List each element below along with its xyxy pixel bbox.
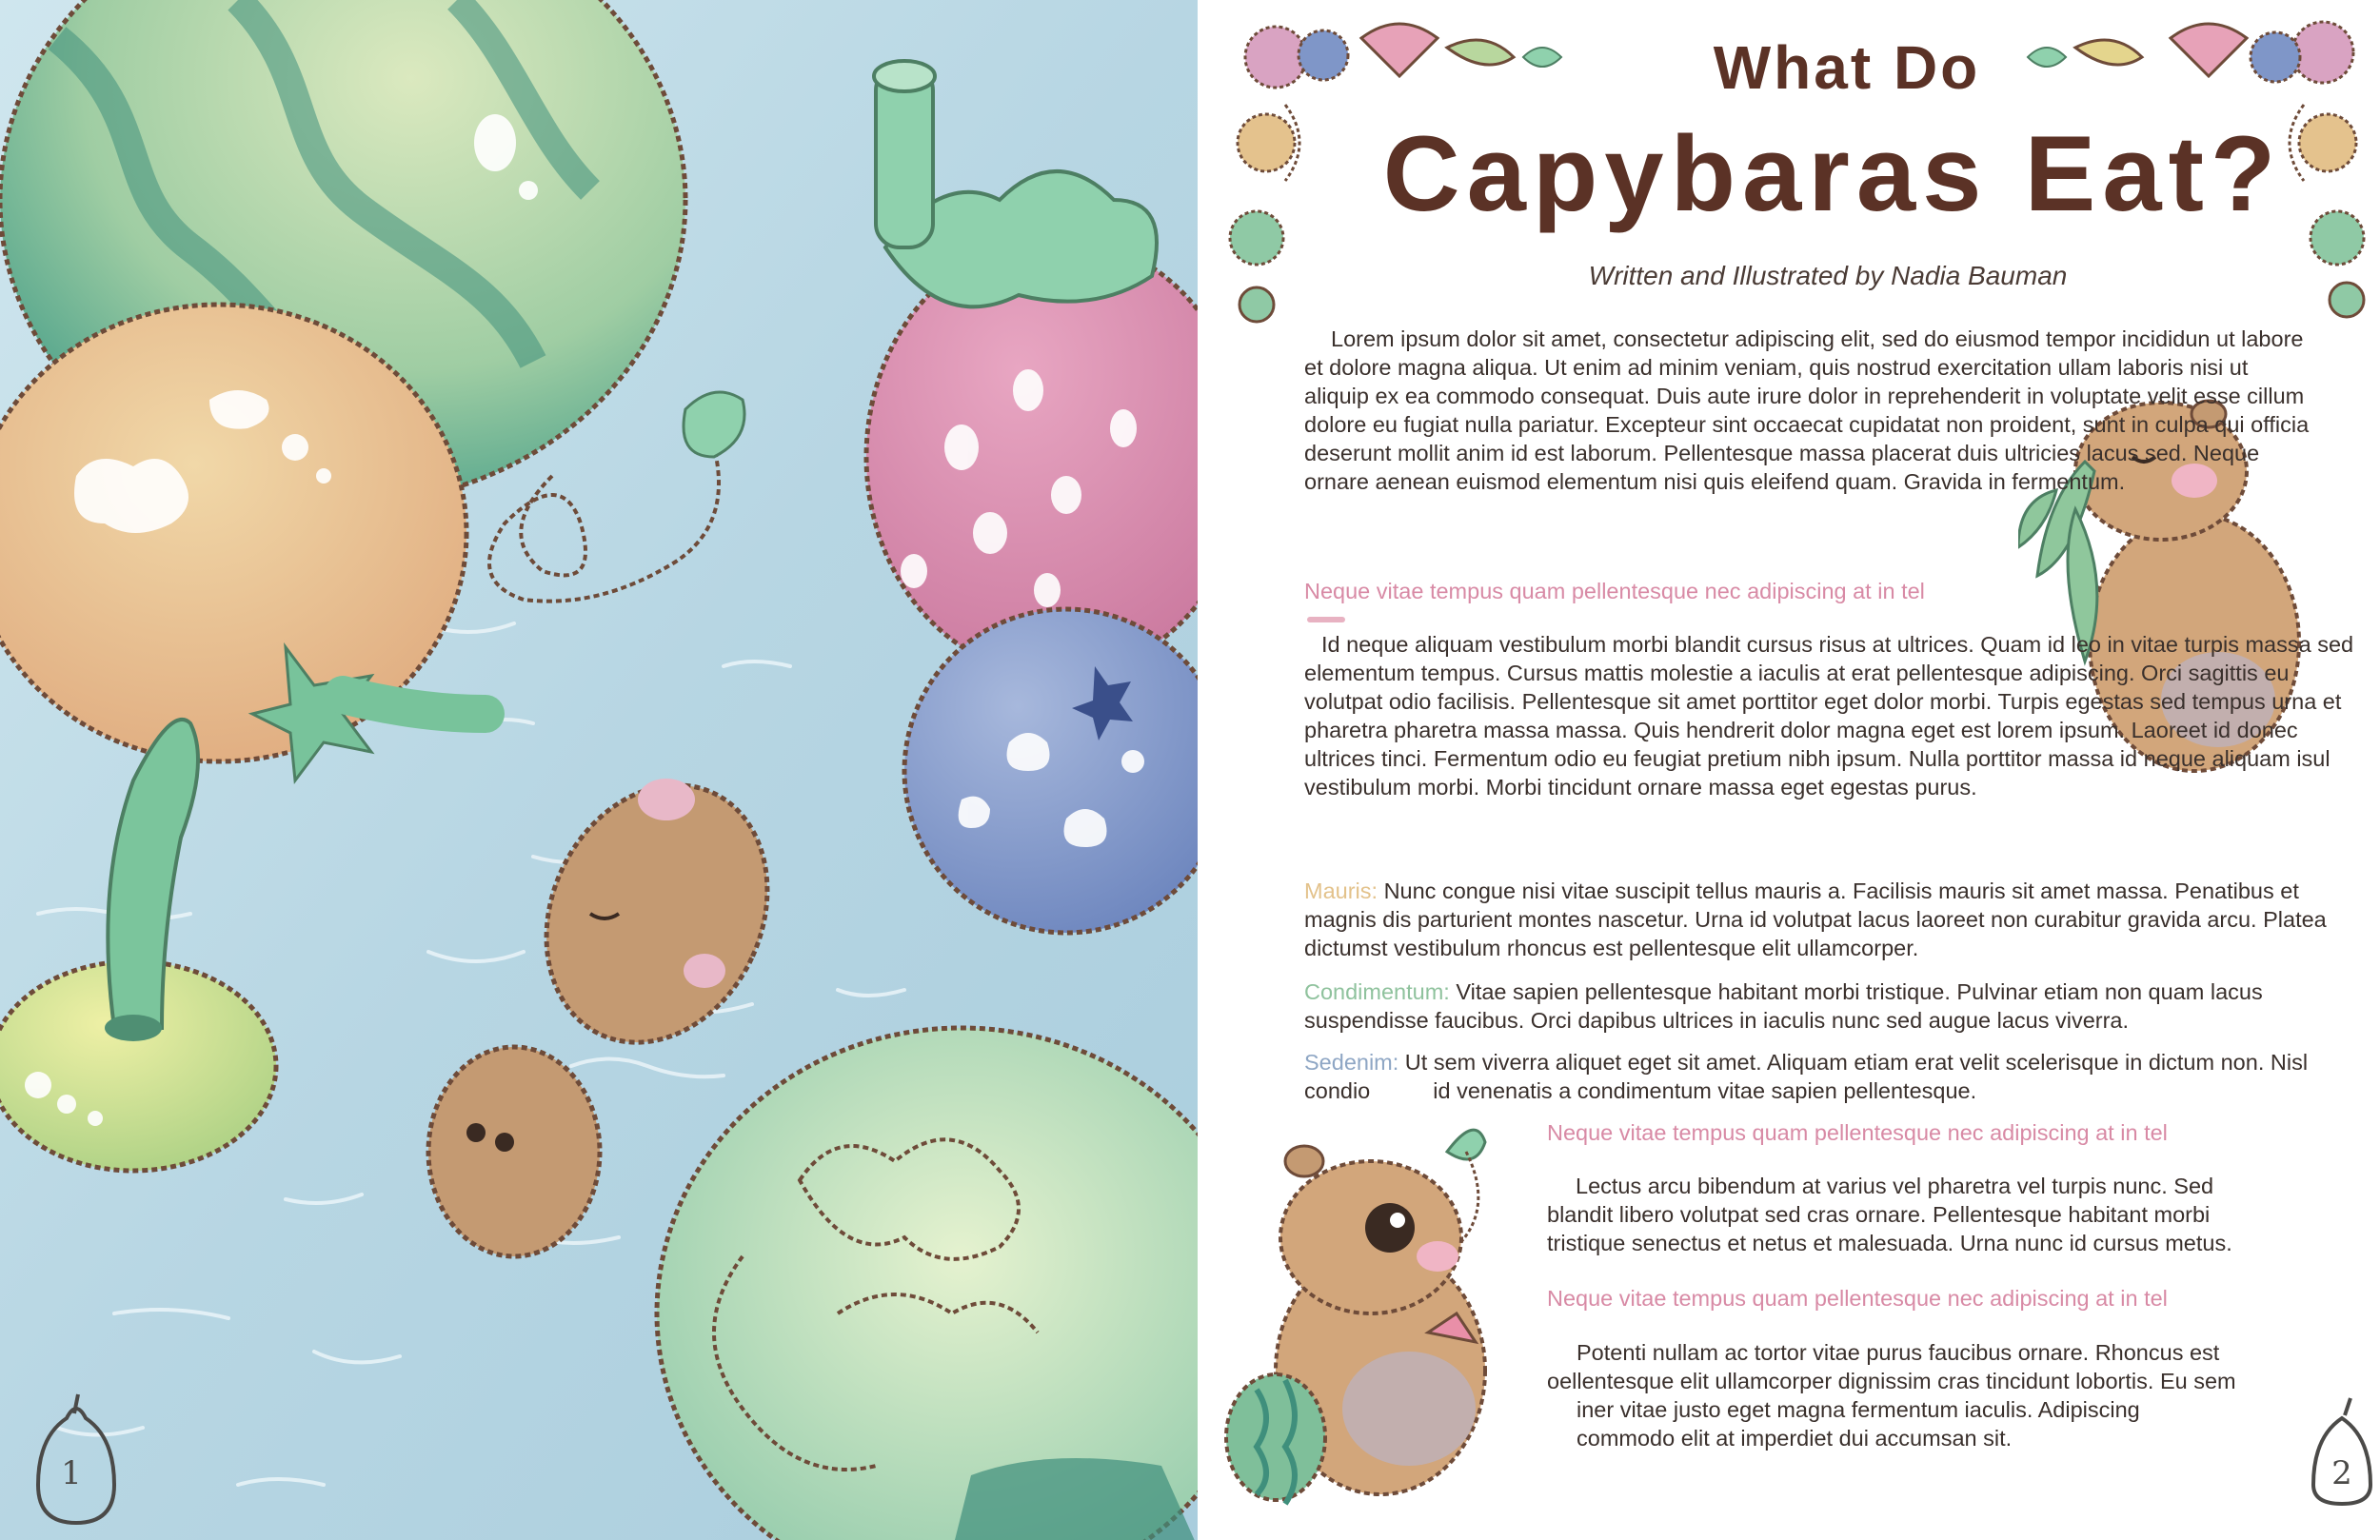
- definition-sedenim-text-2: id venenatis a condimentum vitae sapien pellentesque.: [1433, 1078, 1977, 1103]
- page-gutter: [1198, 0, 1219, 1540]
- section-heading-2: Neque vitae tempus quam pellentesque nec adipiscing at in tel: [1547, 1120, 2168, 1145]
- capybara-holding-watermelon-illustration: [1219, 1095, 1533, 1513]
- byline: Written and Illustrated by Nadia Bauman: [1588, 261, 2068, 290]
- blueberry-illustration: [904, 609, 1198, 933]
- term-condimentum: Condimentum:: [1304, 979, 1450, 1004]
- term-sedenim: Sedenim:: [1304, 1050, 1399, 1075]
- section-heading-3: Neque vitae tempus quam pellentesque nec adipiscing at in tel: [1547, 1286, 2168, 1311]
- page-title: Capybaras Eat?: [1382, 114, 2283, 233]
- paragraph-4-line-4: commodo elit at imperdiet dui accumsan sit.: [1577, 1426, 2013, 1451]
- paragraph-4-line-2: oellentesque elit ullamcorper dignissim cras tincidunt lobortis. Eu sem: [1547, 1369, 2236, 1393]
- text-page: [1219, 0, 2380, 1540]
- heading-underline-1: [1307, 617, 1345, 622]
- paragraph-2: Id neque aliquam vestibulum morbi blandit cursus risus at ultrices. Quam id leo in vitae turpis massa sed elementum tempus. Cursus mattis molestie a iaculis at erat pellentesque adipiscing. Orci sagittis eu volutpat odio facilisis. Pellentesque sit amet porttitor eget dolor morbi. Turpis egestas sed tempus urna et pharetra pharetra massa massa. Quis hendrerit dolor magna eget est lorem ipsum. Laoreet id donec ultrices tinci. Fermentum odio eu feugiat pretium nibh ipsum. Nulla porttitor massa id neque aliquam isul vestibulum morbi. Morbi tincidunt ornare massa eget egestas purus.: [1304, 632, 2354, 800]
- definition-condimentum-text: Vitae sapien pellentesque habitant morbi tristique. Pulvinar etiam non quam lacus suspendisse faucibus. Orci dapibus ultrices in iaculis nunc sed augue lacus viverra.: [1304, 979, 2263, 1033]
- section-heading-1: Neque vitae tempus quam pellentesque nec adipiscing at in tel: [1304, 579, 1925, 603]
- paragraph-4-line-1: Potenti nullam ac tortor vitae purus faucibus ornare. Rhoncus est: [1577, 1340, 2220, 1365]
- page-number-left: 1: [61, 1454, 82, 1492]
- definition-mauris: [1304, 877, 2351, 962]
- paragraph-4-line-3: iner vitae justo eget magna fermentum iaculis. Adipiscing: [1577, 1397, 2140, 1422]
- intro-paragraph: Lorem ipsum dolor sit amet, consectetur adipiscing elit, sed do eiusmod tempor incididun ut labore et dolore magna aliqua. Ut enim ad minim veniam, quis nostrud exercitation ullam laboris nisi ut aliquip ex ea commodo consequat. Duis aute irure dolor in reprehenderit in voluptate velit esse cillum dolore eu fugiat nulla pariatur. Excepteur sint occaecat cupidatat non proident, sunt in culpa qui officia deserunt mollit anim id est laborum. Pellentesque massa placerat duis ultricies lacus sed. Neque ornare aenean euismod elementum nisi quis eleifend quam. Gravida in fermentum.: [1304, 326, 2310, 494]
- definition-sedenim: [1304, 1048, 2351, 1105]
- paragraph-3: Lectus arcu bibendum at varius vel pharetra vel turpis nunc. Sed blandit libero volutpat sed cras ornare. Pellentesque habitant morbi tristique senectus et netus et malesuada. Urna nunc id cursus metus.: [1547, 1174, 2232, 1255]
- title-line-1: What Do: [1713, 33, 1981, 102]
- definition-condimentum: [1304, 977, 2351, 1035]
- page-number-right: 2: [2331, 1454, 2352, 1492]
- definition-mauris-text: Nunc congue nisi vitae suscipit tellus mauris a. Facilisis mauris sit amet massa. Penatibus et magnis dis parturient montes nascetur. Urna id volutpat lacus laoreet non curabitur gravida arcu. Platea dictumst vestibulum rhoncus est pellentesque elit ullamcorper.: [1304, 879, 2327, 960]
- definition-sedenim-text: Ut sem viverra aliquet eget sit amet. Aliquam etiam erat velit scelerisque in dictum non. Nisl condio: [1304, 1050, 2309, 1103]
- term-mauris: Mauris:: [1304, 879, 1378, 903]
